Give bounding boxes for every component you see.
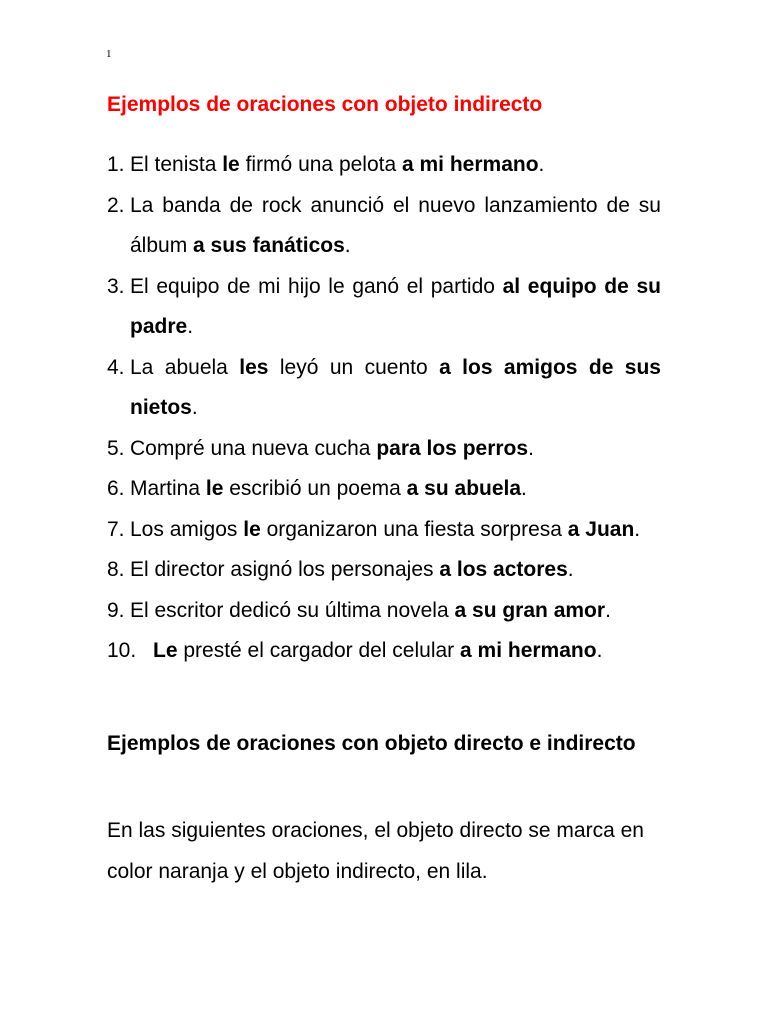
- sentence-fragment: leyó un cuento: [268, 355, 440, 379]
- list-item: [107, 429, 661, 470]
- sentence-fragment: El equipo de mi hijo le ganó el partido: [130, 274, 503, 298]
- sentence-fragment: .: [634, 517, 641, 541]
- list-item: [107, 510, 661, 551]
- list-item-text: [130, 437, 534, 460]
- list-item: [107, 631, 661, 672]
- list-item-number: 5.: [107, 436, 125, 460]
- list-item: [107, 591, 661, 632]
- indirect-object-bold: le: [243, 517, 261, 541]
- indirect-object-bold: Le: [153, 639, 178, 662]
- indirect-object-bold: a su abuela: [406, 477, 522, 500]
- list-item: [107, 145, 661, 186]
- list-item-number: 7.: [107, 517, 125, 541]
- sentence-fragment: .: [191, 396, 198, 419]
- section-heading: Ejemplos de oraciones con objeto directo e indirecto: [107, 732, 636, 755]
- list-item-text: [130, 477, 527, 500]
- indirect-object-bold: les: [239, 355, 269, 379]
- list-item-text: [130, 348, 661, 429]
- list-item-number: 9.: [107, 598, 125, 622]
- list-item: [107, 186, 661, 267]
- indirect-object-bold: a los actores: [439, 558, 568, 581]
- list-item: [107, 550, 661, 591]
- indirect-object-bold: a los amigos de sus nietos: [130, 355, 661, 419]
- list-item: [107, 267, 661, 348]
- sentence-fragment: La banda de rock anunció el nuevo lanzamiento de su álbum: [130, 193, 661, 257]
- sentence-fragment: .: [528, 436, 534, 460]
- list-item: [107, 469, 661, 510]
- indirect-object-bold: a Juan: [567, 517, 635, 541]
- list-item-number: 1.: [107, 153, 125, 176]
- list-item-text: [130, 267, 661, 348]
- sentence-fragment: Martina: [130, 477, 206, 500]
- indirect-object-bold: a su gran amor: [454, 598, 606, 622]
- indirect-object-bold: le: [222, 153, 240, 176]
- list-item-number: 6.: [107, 477, 125, 500]
- sentence-fragment: presté el cargador del celular: [177, 639, 461, 662]
- sentence-fragment: El director asignó los personajes: [130, 558, 440, 581]
- indirect-object-bold: para los perros: [376, 436, 529, 460]
- sentence-fragment: .: [567, 558, 574, 581]
- sentence-fragment: .: [596, 639, 603, 662]
- list-item-number: 8.: [107, 558, 125, 581]
- indirect-object-bold: a mi hermano: [402, 153, 539, 176]
- sentence-fragment: escribió un poema: [223, 477, 407, 500]
- indirect-object-bold: a mi hermano: [460, 639, 597, 662]
- sentence-fragment: .: [605, 598, 611, 622]
- sentence-fragment: .: [521, 477, 527, 500]
- sentence-fragment: El escritor dedicó su última novela: [130, 598, 455, 622]
- page-number: 1: [106, 48, 112, 60]
- sentence-fragment: organizaron una fiesta sorpresa: [260, 517, 568, 541]
- examples-list: [107, 145, 661, 672]
- list-item: [107, 348, 661, 429]
- indirect-object-bold: al equipo de su padre: [130, 274, 661, 338]
- sentence-fragment: El tenista: [130, 153, 223, 176]
- sentence-fragment: .: [538, 153, 545, 176]
- list-item-number: 3.: [107, 274, 125, 298]
- sentence-fragment: firmó una pelota: [239, 153, 402, 176]
- sentence-fragment: Los amigos: [130, 517, 244, 541]
- intro-paragraph: En las siguientes oraciones, el objeto directo se marca en color naranja y el objeto indirecto, en lila.: [107, 819, 644, 883]
- list-item-number: 4.: [107, 355, 125, 379]
- list-item-text: [153, 639, 602, 662]
- indirect-object-bold: a sus fanáticos: [193, 234, 345, 257]
- sentence-fragment: Compré una nueva cucha: [130, 436, 377, 460]
- indirect-object-bold: le: [205, 477, 224, 500]
- list-item-number: 2.: [107, 193, 125, 217]
- list-item-text: [130, 599, 611, 622]
- sentence-fragment: La abuela: [130, 355, 240, 379]
- list-item-text: [130, 510, 661, 551]
- list-item-text: [130, 186, 661, 267]
- page-title: Ejemplos de oraciones con objeto indirecto: [107, 93, 543, 116]
- sentence-fragment: .: [187, 315, 194, 338]
- list-item-number: 10.: [107, 639, 137, 662]
- sentence-fragment: .: [344, 234, 351, 257]
- list-item-text: [130, 558, 574, 581]
- list-item-text: [130, 153, 544, 176]
